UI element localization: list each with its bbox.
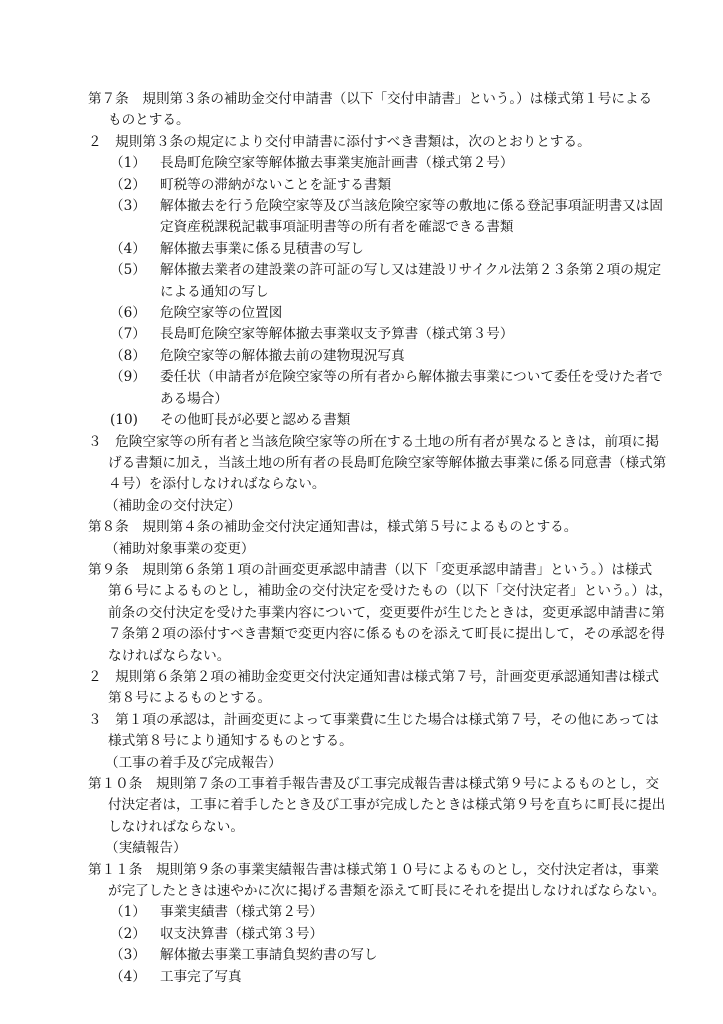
list-item — [88, 239, 663, 260]
paragraph-line: 様式第８号により通知するものとする。 — [108, 733, 353, 750]
article-7-line-2: ものとする。 — [108, 112, 190, 129]
article-9-heading: （補助対象事業の変更） — [105, 540, 255, 557]
list-item-number: （8） — [110, 347, 146, 364]
list-item — [88, 367, 663, 410]
list-item — [88, 967, 663, 988]
article-11-heading: （実績報告） — [105, 840, 187, 857]
article-9 — [88, 560, 673, 667]
list-item-number: （6） — [110, 305, 146, 322]
article-7-paragraph-3 — [88, 432, 667, 496]
list-item-number: （2） — [110, 925, 146, 942]
paragraph-line: なければならない。 — [108, 647, 231, 664]
list-item-number: （2） — [110, 176, 146, 193]
list-item-number: (10) — [110, 412, 138, 429]
list-item — [88, 324, 663, 345]
list-item — [88, 303, 663, 324]
article-9-paragraph-2 — [88, 667, 663, 710]
list-item-number: （4） — [110, 240, 146, 257]
paragraph-line: 付決定者は，工事に着手したとき及び工事が完成したときは様式第９号を直ちに町長に提出 — [108, 797, 666, 814]
paragraph-line: げる書類に加え，当該土地の所有者の長島町危険空家等解体撤去事業に係る同意書（様式第 — [108, 454, 667, 471]
list-item — [88, 175, 663, 196]
list-item — [88, 260, 663, 303]
article-8: 第８条 規則第４条の補助金交付決定通知書は，様式第５号によるものとする。 — [88, 519, 578, 536]
list-item-text: による通知の写し — [160, 283, 269, 300]
list-item-text: 定資産税課税記載事項証明書等の所有者を確認できる書類 — [160, 219, 514, 236]
paragraph-line: 第６号によるものとし，補助金の交付決定を受けたもの（以下「交付決定者」という。）は， — [108, 583, 673, 600]
paragraph-line: ４号）を添付しなければならない。 — [108, 476, 326, 493]
article-11-document-list — [88, 902, 663, 988]
paragraph-line: 前条の交付決定を受けた事業内容について，変更要件が生じたときは，変更承認申請書に第 — [108, 604, 665, 621]
list-item-number: （7） — [110, 326, 146, 343]
article-7-paragraph-2: ２ 規則第３条の規定により交付申請書に添付すべき書類は，次のとおりとする。 — [88, 133, 591, 150]
list-item-text: 解体撤去を行う危険空家等及び当該危険空家等の敷地に係る登記事項証明書又は固 — [160, 198, 663, 215]
list-item — [88, 945, 663, 966]
paragraph-line: ３ 危険空家等の所有者と当該危険空家等の所在する土地の所有者が異なるときは，前項に掲 — [88, 433, 659, 450]
list-item — [88, 924, 663, 945]
article-10 — [88, 774, 666, 838]
list-item — [88, 346, 663, 367]
article-11 — [88, 860, 666, 903]
article-7-line-1: 第７条 規則第３条の補助金交付申請書（以下「交付申請書」という。）は様式第１号による — [88, 91, 653, 107]
list-item-text: 長島町危険空家等解体撤去事業実施計画書（様式第２号） — [160, 155, 514, 172]
article-8-heading: （補助金の交付決定） — [105, 497, 241, 514]
paragraph-line: ７条第２項の添付すべき書類で変更内容に係るものを添えて町長に提出して，その承認を得 — [108, 626, 665, 643]
article-7-document-list — [88, 153, 663, 431]
list-item-text: 事業実績書（様式第２号） — [160, 904, 324, 921]
list-item-text: 解体撤去業者の建設業の許可証の写し又は建設リサイクル法第２３条第２項の規定 — [160, 262, 662, 279]
paragraph-line: しなければならない。 — [108, 818, 244, 835]
paragraph-line: 第１０条 規則第７条の工事着手報告書及び工事完成報告書は様式第９号によるものとし，交 — [88, 776, 659, 792]
list-item-text: その他町長が必要と認める書類 — [160, 412, 351, 429]
list-item-text: 危険空家等の解体撤去前の建物現況写真 — [160, 347, 405, 364]
list-item-text: 危険空家等の位置図 — [160, 305, 283, 322]
list-item-number: （3） — [110, 198, 146, 215]
list-item-text: 解体撤去事業工事請負契約書の写し — [160, 947, 378, 964]
list-item-text: 町税等の滞納がないことを証する書類 — [160, 176, 392, 193]
paragraph-line: ３ 第１項の承認は，計画変更によって事業費に生じた場合は様式第７号，その他にあっては — [88, 711, 659, 728]
paragraph-line: 第９条 規則第６条第１項の計画変更承認申請書（以下「変更承認申請書」という。）は様式 — [88, 561, 653, 578]
list-item — [88, 196, 663, 239]
list-item — [88, 410, 663, 431]
article-9-paragraph-3 — [88, 710, 663, 753]
list-item-text: 長島町危険空家等解体撤去事業収支予算書（様式第３号） — [160, 326, 514, 343]
paragraph-line: 第８号によるものとする。 — [108, 690, 272, 707]
list-item — [88, 153, 663, 174]
paragraph-line: が完了したときは速やかに次に掲げる書類を添えて町長にそれを提出しなければならない。 — [108, 883, 666, 900]
list-item-number: （5） — [110, 262, 146, 279]
paragraph-line: ２ 規則第６条第２項の補助金変更交付決定通知書は様式第７号，計画変更承認通知書は様式 — [88, 668, 659, 685]
list-item-text: 解体撤去事業に係る見積書の写し — [160, 240, 364, 257]
list-item-text: 収支決算書（様式第３号） — [160, 925, 324, 942]
list-item-number: （1） — [110, 904, 146, 921]
list-item-number: （1） — [110, 155, 146, 172]
list-item-text: 委任状（申請者が危険空家等の所有者から解体撤去事業について委任を受けた者で — [160, 369, 663, 386]
article-7 — [88, 89, 663, 132]
list-item-text: 工事完了写真 — [160, 968, 242, 985]
list-item-number: （4） — [110, 968, 146, 985]
paragraph-line: 第１１条 規則第９条の事業実績報告書は様式第１０号によるものとし，交付決定者は，事業 — [88, 861, 659, 878]
list-item-number: （3） — [110, 947, 146, 964]
article-10-heading: （工事の着手及び完成報告） — [105, 754, 282, 771]
list-item — [88, 902, 663, 923]
list-item-text: ある場合） — [160, 390, 228, 407]
list-item-number: （9） — [110, 369, 146, 386]
